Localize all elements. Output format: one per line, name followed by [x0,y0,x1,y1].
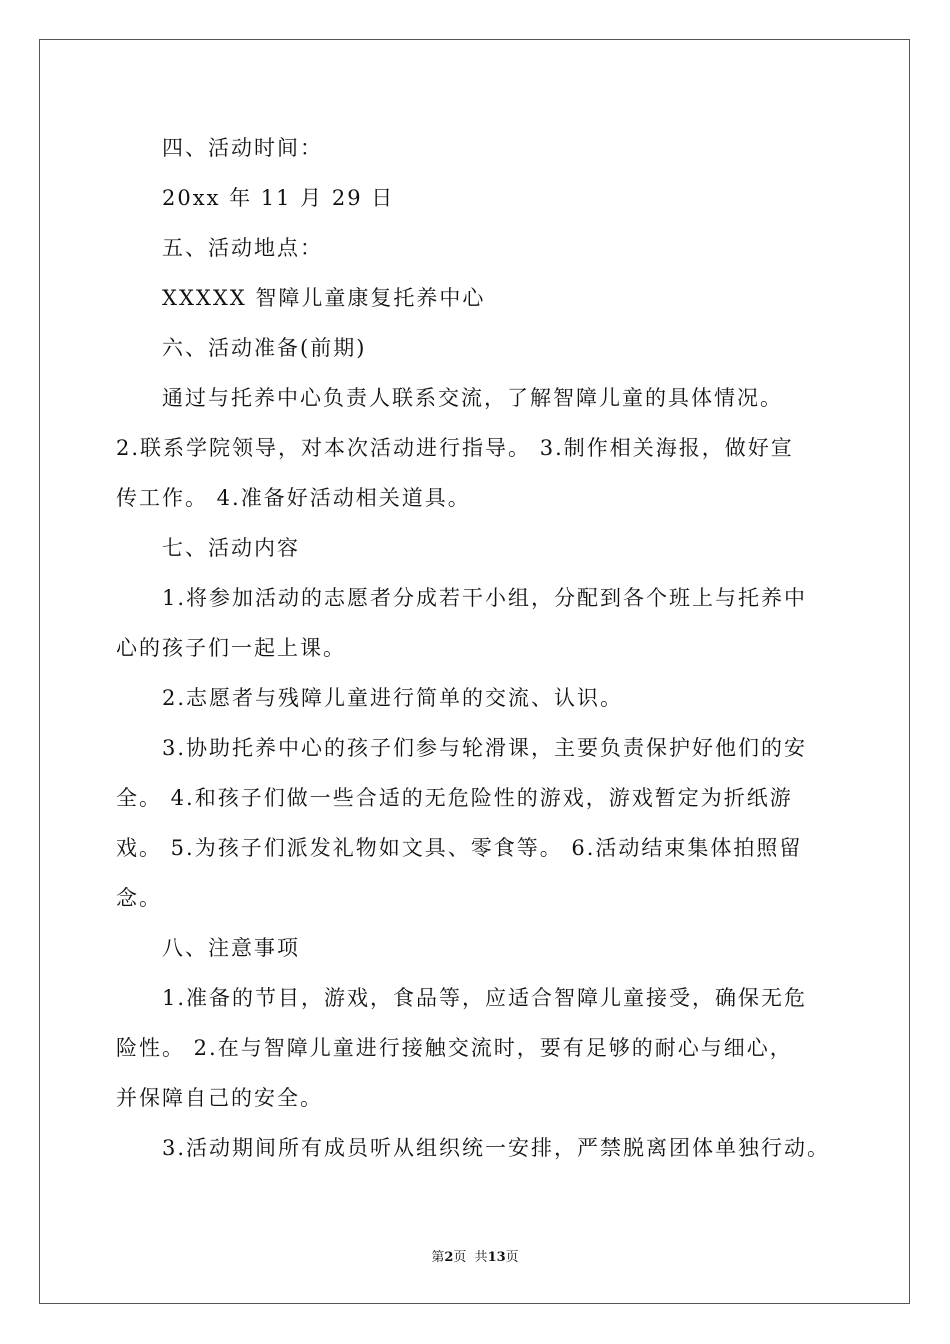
paragraph-line: 并保障自己的安全。 [116,1086,323,1110]
paragraph-line: 戏。 5.为孩子们派发礼物如文具、零食等。 6.活动结束集体拍照留 [116,836,803,860]
page-prefix: 第 [431,1250,445,1265]
heading-precautions: 八、注意事项 [162,936,300,960]
paragraph-line: 念。 [116,886,162,910]
activity-location: XXXXX 智障儿童康复托养中心 [162,286,486,310]
heading-activity-preparation: 六、活动准备(前期) [162,336,367,360]
page-number: 2 [444,1250,454,1265]
document-body [116,128,846,1178]
paragraph-line: 3.活动期间所有成员听从组织统一安排，严禁脱离团体单独行动。 [162,1136,831,1160]
heading-activity-time: 四、活动时间： [162,136,323,160]
page-footer [0,1246,950,1265]
paragraph-line: 2.志愿者与残障儿童进行简单的交流、认识。 [162,686,624,710]
paragraph-line: 传工作。 4.准备好活动相关道具。 [116,486,471,510]
paragraph-line: 险性。 2.在与智障儿童进行接触交流时，要有足够的耐心与细心， [116,1036,793,1060]
paragraph-line: 1.将参加活动的志愿者分成若干小组，分配到各个班上与托养中 [162,586,808,610]
paragraph-line: 通过与托养中心负责人联系交流，了解智障儿童的具体情况。 [162,386,783,410]
total-suffix: 页 [505,1250,519,1265]
activity-date: 20xx 年 11 月 29 日 [162,186,395,210]
paragraph-line: 3.协助托养中心的孩子们参与轮滑课，主要负责保护好他们的安 [162,736,808,760]
total-prefix: 共 [474,1250,488,1265]
heading-activity-content: 七、活动内容 [162,536,300,560]
paragraph-line: 2.联系学院领导，对本次活动进行指导。 3.制作相关海报，做好宣 [116,436,794,460]
paragraph-line: 1.准备的节目，游戏，食品等，应适合智障儿童接受，确保无危 [162,986,808,1010]
page-suffix: 页 [453,1250,467,1265]
paragraph-line: 心的孩子们一起上课。 [116,636,346,660]
heading-activity-location: 五、活动地点： [162,236,323,260]
total-pages: 13 [487,1250,506,1265]
paragraph-line: 全。 4.和孩子们做一些合适的无危险性的游戏，游戏暂定为折纸游 [116,786,793,810]
